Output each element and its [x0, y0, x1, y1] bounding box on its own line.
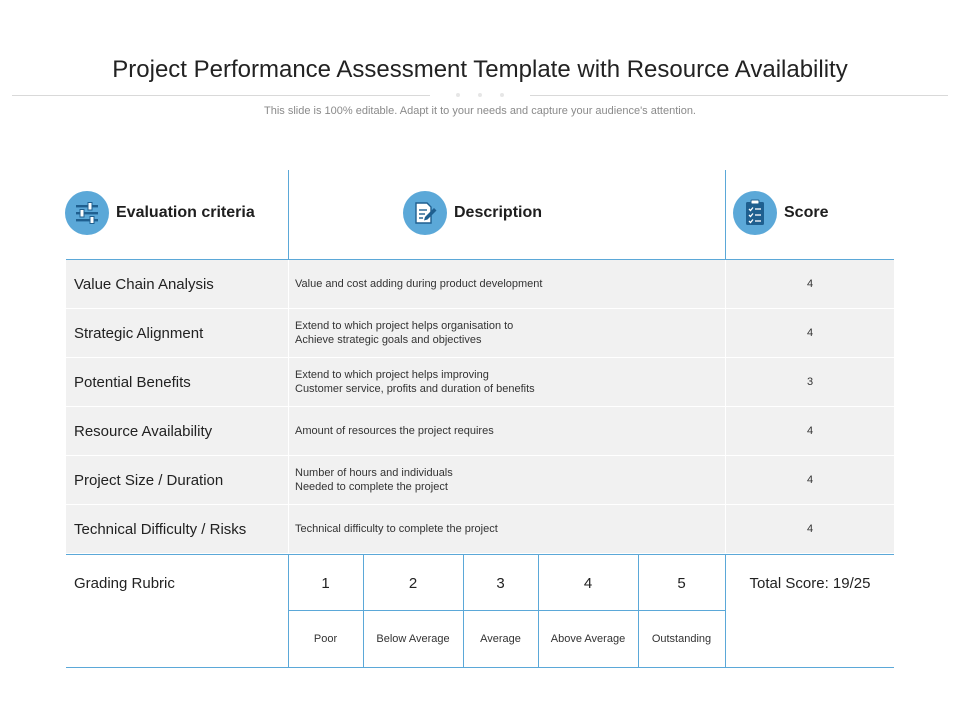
rubric-level-text: Below Average [376, 633, 450, 645]
criteria-cell: Project Size / Duration [74, 471, 224, 489]
checklist-icon [733, 191, 777, 235]
total-score: Total Score: 19/25 [749, 575, 871, 592]
table-row [66, 260, 894, 309]
description-cell: Number of hours and individuals Needed to complete the project [295, 467, 453, 493]
score-cell: 4 [806, 278, 814, 290]
rubric-level-text: Above Average [550, 633, 626, 645]
score-cell: 4 [806, 474, 814, 486]
rubric-divider [725, 554, 726, 667]
rubric-divider [463, 554, 464, 667]
criteria-cell: Potential Benefits [74, 373, 191, 391]
column-label: Evaluation criteria [116, 204, 255, 221]
rubric-level-text: Poor [313, 633, 338, 645]
column-label: Description [454, 204, 543, 221]
rubric-level-text: Average [480, 633, 521, 645]
column-header-score [733, 188, 828, 238]
rubric-level-text: Outstanding [651, 633, 712, 645]
table-row [66, 309, 894, 358]
column-header-description [403, 188, 542, 238]
score-cell: 4 [806, 327, 814, 339]
score-cell: 4 [806, 523, 814, 535]
sliders-icon [65, 191, 109, 235]
description-cell: Extend to which project helps organisation to Achieve strategic goals and objectives [295, 320, 514, 346]
criteria-cell: Strategic Alignment [74, 324, 204, 342]
row-column-divider [288, 260, 289, 554]
criteria-cell: Value Chain Analysis [74, 275, 214, 293]
table-row [66, 456, 894, 505]
document-pen-icon [403, 191, 447, 235]
header-divider [288, 170, 289, 260]
criteria-cell: Resource Availability [74, 422, 213, 440]
rubric-level-number: 2 [408, 575, 418, 592]
criteria-cell: Technical Difficulty / Risks [74, 520, 247, 538]
rubric-mid-rule [288, 610, 725, 611]
table-row [66, 505, 894, 554]
rubric-level-number: 4 [583, 575, 593, 592]
rubric-level-number: 1 [321, 575, 330, 592]
score-cell: 4 [806, 425, 814, 437]
rubric-bottom-rule [66, 667, 894, 668]
criteria-table [66, 260, 894, 554]
page-title: Project Performance Assessment Template with Resource Availability [112, 56, 848, 83]
column-header-evaluation-criteria [65, 188, 255, 238]
score-cell: 3 [806, 376, 814, 388]
row-column-divider [725, 260, 726, 554]
rubric-divider [538, 554, 539, 667]
table-row [66, 358, 894, 407]
description-cell: Amount of resources the project requires [295, 425, 494, 437]
rubric-divider [288, 554, 289, 667]
rubric-divider [363, 554, 364, 667]
description-cell: Technical difficulty to complete the project [295, 523, 498, 535]
header-divider [725, 170, 726, 260]
rubric-label: Grading Rubric [74, 575, 175, 592]
column-label: Score [784, 204, 829, 221]
rubric-level-number: 3 [496, 575, 505, 592]
description-cell: Value and cost adding during product development [295, 278, 543, 290]
rubric-top-rule [66, 554, 894, 555]
header-bottom-rule [66, 259, 894, 260]
table-row [66, 407, 894, 456]
divider-dots [430, 91, 530, 99]
rubric-divider [638, 554, 639, 667]
page-subtitle: This slide is 100% editable. Adapt it to your needs and capture your audience's attention. [264, 105, 696, 117]
rubric-level-number: 5 [677, 575, 686, 592]
description-cell: Extend to which project helps improving Customer service, profits and duration of benefits [295, 369, 535, 395]
